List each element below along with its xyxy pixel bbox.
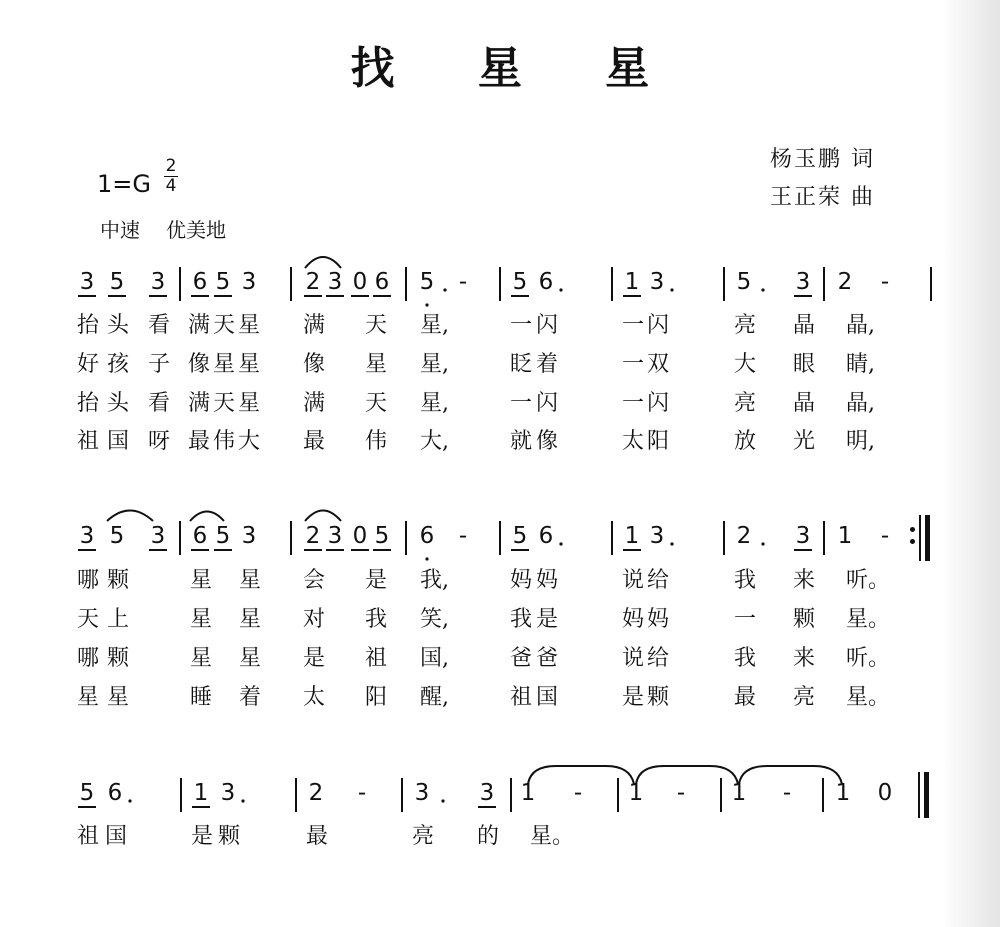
lyric-char: 来	[792, 568, 815, 593]
note: 0	[349, 521, 371, 551]
lyric-char: 晶	[792, 391, 815, 416]
tempo-expression: 优美地	[166, 218, 226, 242]
lyric-char: 星,	[420, 391, 449, 416]
lyric-char: 大	[237, 429, 260, 454]
composer-credit: 王正荣 曲	[770, 185, 875, 210]
note: 6	[538, 523, 554, 549]
lyric-char: 最	[305, 824, 328, 849]
note: 3	[792, 267, 814, 297]
note: -	[782, 780, 792, 806]
lyric-char: 我	[733, 568, 756, 593]
lyric-char: 一	[509, 313, 532, 338]
note: 2	[736, 523, 752, 549]
note: 3	[147, 521, 169, 551]
lyric-char: 亮	[733, 313, 756, 338]
lyric-char: 好	[76, 352, 99, 377]
note: -	[880, 269, 890, 295]
lyric-char: 星	[237, 313, 260, 338]
note: 5	[736, 269, 752, 295]
lyric-char: 子	[147, 352, 170, 377]
lyric-char: 祖	[509, 685, 532, 710]
lyric-char: 来	[792, 646, 815, 671]
lyric-char: 爸	[509, 646, 532, 671]
lyric-char: 给	[646, 568, 669, 593]
lyric-char: 爸	[535, 646, 558, 671]
lyric-char: 笑,	[420, 607, 449, 632]
lyric-char: 闪	[646, 391, 669, 416]
lyric-char: 闪	[535, 391, 558, 416]
note: -	[458, 269, 468, 295]
lyric-char: 星	[238, 607, 261, 632]
lyric-char: 颗	[106, 646, 129, 671]
lyric-char: 是	[535, 607, 558, 632]
note: 5	[371, 521, 393, 551]
lyric-char: 最	[187, 429, 210, 454]
lyric-char: 一	[509, 391, 532, 416]
time-signature-top: 2	[165, 156, 177, 176]
lyricist-credit: 杨玉鹏 词	[770, 147, 875, 172]
lyric-char: 伟	[212, 429, 235, 454]
lyric-char: 头	[106, 313, 129, 338]
lyric-char: 抬	[76, 313, 99, 338]
lyric-char: 妈	[646, 607, 669, 632]
note: 3	[324, 521, 346, 551]
lyric-char: 我	[364, 607, 387, 632]
note: 3	[476, 778, 498, 808]
lyric-char: 大	[733, 352, 756, 377]
lyric-char: 对	[302, 607, 325, 632]
note: 2	[302, 267, 324, 297]
lyric-char: 我	[509, 607, 532, 632]
lyric-char: 阳	[364, 685, 387, 710]
lyric-char: 一	[733, 607, 756, 632]
key-signature: 1=G	[97, 170, 151, 198]
lyric-char: 妈	[535, 568, 558, 593]
note: 0	[349, 267, 371, 297]
lyric-char: 闪	[535, 313, 558, 338]
note: 3	[792, 521, 814, 551]
lyric-char: 国	[535, 685, 558, 710]
note: 6	[371, 267, 393, 297]
lyric-char: 我,	[420, 568, 449, 593]
note: 6	[189, 521, 211, 551]
note: 5	[109, 523, 125, 549]
lyric-char: 听。	[846, 646, 891, 671]
lyric-char: 颗	[646, 685, 669, 710]
lyric-char: 亮	[733, 391, 756, 416]
lyric-char: 一	[621, 391, 644, 416]
note: 3	[220, 780, 236, 806]
lyric-char: 睡	[189, 685, 212, 710]
lyric-char: 星	[189, 646, 212, 671]
lyric-char: 亮	[792, 685, 815, 710]
note: 0	[877, 780, 893, 806]
lyric-char: 颗	[217, 824, 240, 849]
note: 1	[628, 780, 644, 806]
note: 1	[190, 778, 212, 808]
lyric-char: 明,	[846, 429, 875, 454]
note: 3	[76, 521, 98, 551]
lyric-char: 晶,	[846, 313, 875, 338]
lyric-char: 孩	[106, 352, 129, 377]
lyric-char: 会	[302, 568, 325, 593]
lyric-char: 星	[189, 607, 212, 632]
note: 5	[76, 778, 98, 808]
note: 1	[621, 521, 643, 551]
lyric-char: 闪	[646, 313, 669, 338]
lyric-char: 最	[302, 429, 325, 454]
lyric-char: 着	[238, 685, 261, 710]
lyric-char: 星	[237, 391, 260, 416]
note: 6	[107, 780, 123, 806]
note: 5	[106, 267, 128, 297]
lyric-char: 星	[364, 352, 387, 377]
lyric-char: 是	[364, 568, 387, 593]
note: 6	[189, 267, 211, 297]
lyric-char: 满	[187, 313, 210, 338]
note: -	[458, 523, 468, 549]
note: -	[880, 523, 890, 549]
lyric-char: 天	[364, 391, 387, 416]
lyric-char: 着	[535, 352, 558, 377]
lyric-char: 星	[238, 646, 261, 671]
note: 3	[241, 269, 257, 295]
note: 2	[308, 780, 324, 806]
lyric-char: 星	[238, 568, 261, 593]
note: 3	[414, 780, 430, 806]
lyric-char: 像	[187, 352, 210, 377]
note: 5	[419, 269, 435, 295]
lyric-char: 星	[76, 685, 99, 710]
lyric-char: 晶	[792, 313, 815, 338]
lyric-char: 醒,	[420, 685, 449, 710]
note: 6	[538, 269, 554, 295]
lyric-char: 一	[621, 352, 644, 377]
lyric-char: 看	[147, 313, 170, 338]
lyric-char: 祖	[76, 429, 99, 454]
note: 1	[731, 780, 747, 806]
lyric-char: 是	[190, 824, 213, 849]
lyric-char: 星	[212, 352, 235, 377]
lyric-char: 星。	[530, 824, 575, 849]
lyric-char: 的	[476, 824, 499, 849]
lyric-char: 说	[621, 568, 644, 593]
lyric-char: 星	[237, 352, 260, 377]
lyric-char: 我	[733, 646, 756, 671]
note: 3	[241, 523, 257, 549]
lyric-char: 祖	[364, 646, 387, 671]
lyric-char: 最	[733, 685, 756, 710]
note: 3	[76, 267, 98, 297]
note: -	[357, 780, 367, 806]
lyric-char: 星,	[420, 313, 449, 338]
note: 3	[649, 269, 665, 295]
note: 3	[147, 267, 169, 297]
tempo-speed: 中速	[100, 218, 140, 242]
lyric-char: 颗	[792, 607, 815, 632]
lyric-char: 星。	[846, 607, 891, 632]
lyric-char: 满	[302, 313, 325, 338]
lyric-char: 说	[621, 646, 644, 671]
note: 1	[835, 780, 851, 806]
lyric-char: 颗	[106, 568, 129, 593]
lyric-char: 太	[302, 685, 325, 710]
lyric-char: 国	[106, 429, 129, 454]
lyric-char: 晶,	[846, 391, 875, 416]
note: 5	[212, 267, 234, 297]
lyric-char: 满	[302, 391, 325, 416]
note: 3	[324, 267, 346, 297]
lyric-char: 睛,	[846, 352, 875, 377]
lyric-char: 国	[104, 824, 127, 849]
lyric-char: 抬	[76, 391, 99, 416]
note: 1	[520, 780, 536, 806]
lyric-char: 像	[535, 429, 558, 454]
note: -	[573, 780, 583, 806]
lyric-char: 头	[106, 391, 129, 416]
lyric-char: 听。	[846, 568, 891, 593]
lyric-char: 满	[187, 391, 210, 416]
note: 5	[509, 267, 531, 297]
lyric-char: 天	[212, 391, 235, 416]
lyric-char: 太	[621, 429, 644, 454]
lyric-char: 是	[621, 685, 644, 710]
note: 2	[837, 269, 853, 295]
lyric-char: 星	[106, 685, 129, 710]
lyric-char: 星	[189, 568, 212, 593]
note: 5	[212, 521, 234, 551]
lyric-char: 祖	[76, 824, 99, 849]
lyric-char: 双	[646, 352, 669, 377]
lyric-char: 哪	[76, 568, 99, 593]
song-title: 找 星 星	[350, 43, 684, 94]
note: -	[676, 780, 686, 806]
lyric-char: 哪	[76, 646, 99, 671]
note: 1	[837, 523, 853, 549]
note: 6	[419, 523, 435, 549]
lyric-char: 一	[621, 313, 644, 338]
lyric-char: 天	[76, 607, 99, 632]
lyric-char: 伟	[364, 429, 387, 454]
lyric-char: 天	[364, 313, 387, 338]
lyric-char: 大,	[420, 429, 449, 454]
lyric-char: 眨	[509, 352, 532, 377]
lyric-char: 上	[106, 607, 129, 632]
lyric-char: 亮	[411, 824, 434, 849]
lyric-char: 呀	[147, 429, 170, 454]
lyric-char: 星。	[846, 685, 891, 710]
note: 1	[621, 267, 643, 297]
lyric-char: 眼	[792, 352, 815, 377]
lyric-char: 星,	[420, 352, 449, 377]
lyric-char: 妈	[621, 607, 644, 632]
lyric-char: 光	[792, 429, 815, 454]
note: 5	[509, 521, 531, 551]
lyric-char: 国,	[420, 646, 449, 671]
lyric-char: 就	[509, 429, 532, 454]
lyric-char: 天	[212, 313, 235, 338]
lyric-char: 放	[733, 429, 756, 454]
lyric-char: 看	[147, 391, 170, 416]
lyric-char: 妈	[509, 568, 532, 593]
note: 3	[649, 523, 665, 549]
note: 2	[302, 521, 324, 551]
lyric-char: 给	[646, 646, 669, 671]
lyric-char: 阳	[646, 429, 669, 454]
lyric-char: 是	[302, 646, 325, 671]
lyric-char: 像	[302, 352, 325, 377]
time-signature-bottom: 4	[165, 176, 177, 196]
